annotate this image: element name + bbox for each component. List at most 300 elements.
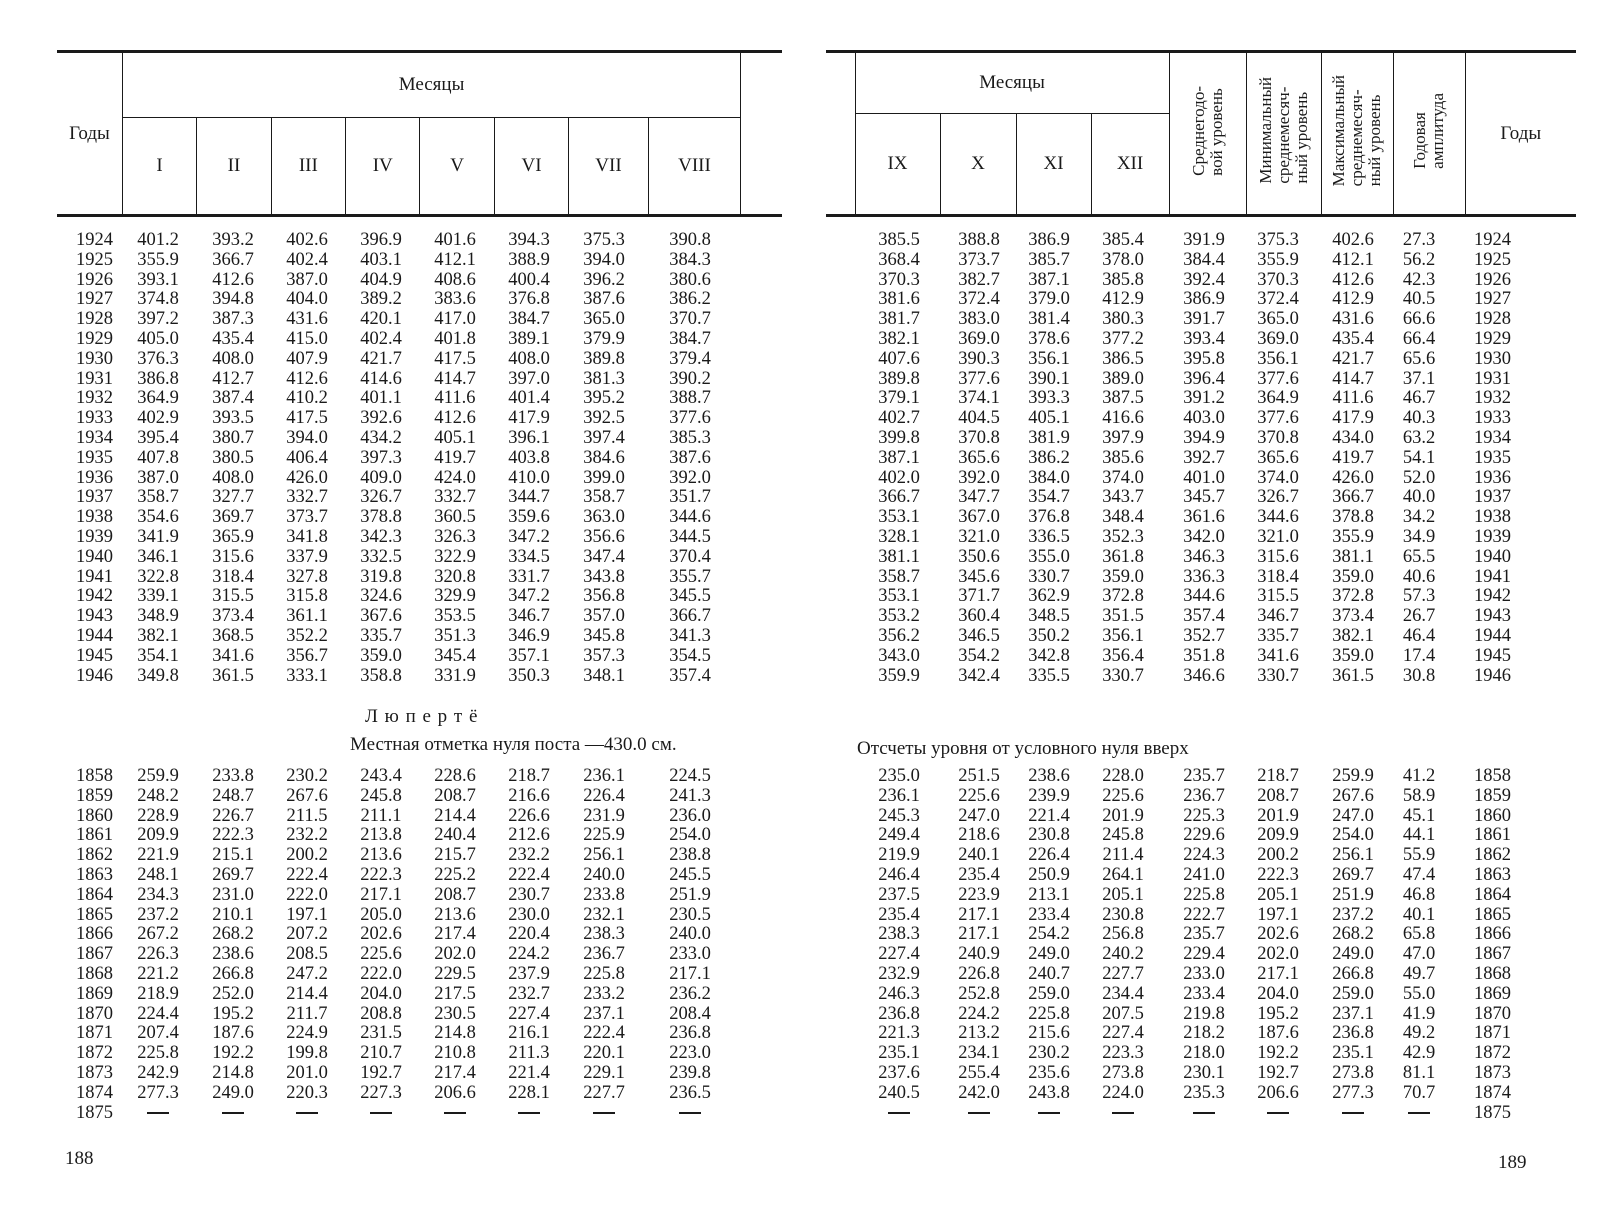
value-cell: 44.1: [1402, 825, 1436, 846]
year-cell: 1935: [76, 447, 113, 468]
value-cell: 345.4: [434, 645, 476, 666]
value-cell: 202.6: [1257, 924, 1299, 945]
value-cell: 357.1: [508, 645, 550, 666]
value-cell: 208.8: [360, 1003, 402, 1024]
table-row: [800, 230, 1600, 250]
value-cell: 390.2: [669, 368, 711, 389]
value-cell: 334.5: [508, 546, 550, 567]
value-cell: 242.0: [958, 1082, 1000, 1103]
value-cell: 343.7: [1102, 487, 1144, 508]
value-cell: 204.0: [1257, 983, 1299, 1004]
value-cell: 374.8: [137, 289, 179, 310]
value-cell: 373.4: [1332, 606, 1374, 627]
table-row: [800, 468, 1600, 488]
month-header-viii: VIII: [648, 118, 741, 216]
table-row: [0, 289, 800, 309]
value-cell: 364.9: [137, 388, 179, 409]
table-row: [0, 230, 800, 250]
value-cell: 431.6: [286, 309, 328, 330]
value-cell: 264.1: [1102, 865, 1144, 885]
value-cell: 361.6: [1183, 507, 1225, 528]
value-cell: 229.4: [1183, 944, 1225, 965]
annual-amplitude-header: Годовая амплитуда: [1410, 92, 1448, 169]
value-cell: 230.5: [669, 904, 711, 925]
value-cell: 212.6: [508, 825, 550, 846]
value-cell: 65.8: [1402, 924, 1436, 945]
table-row: [800, 944, 1600, 964]
value-cell: 247.0: [958, 805, 1000, 826]
value-cell: 65.6: [1402, 348, 1436, 369]
year-cell: 1944: [76, 626, 113, 646]
value-cell: 226.4: [583, 785, 625, 806]
years-column-header-right: Годы: [1465, 52, 1576, 216]
value-cell: 397.9: [1102, 428, 1144, 448]
value-cell: 382.1: [878, 329, 920, 349]
year-cell: 1875: [1474, 1102, 1511, 1123]
value-cell: 386.5: [1102, 348, 1144, 369]
value-cell: 225.6: [1102, 785, 1144, 806]
table-row: [0, 786, 800, 806]
value-cell: 241.3: [669, 785, 711, 806]
value-cell: 233.8: [212, 766, 254, 786]
value-cell: 393.3: [1028, 388, 1070, 409]
value-cell: 393.4: [1183, 329, 1225, 349]
value-cell: 339.1: [137, 586, 179, 607]
value-cell: 346.7: [1257, 606, 1299, 627]
year-cell: 1927: [76, 289, 113, 310]
value-cell: [864, 1103, 934, 1123]
table-row: [800, 487, 1600, 507]
table-row: [800, 865, 1600, 885]
value-cell: 227.4: [508, 1003, 550, 1024]
value-cell: 256.1: [583, 845, 625, 866]
value-cell: 365.6: [1257, 447, 1299, 468]
value-cell: 378.0: [1102, 249, 1144, 270]
month-header-xii: XII: [1091, 114, 1169, 216]
value-cell: 237.1: [583, 1003, 625, 1024]
value-cell: 218.6: [958, 825, 1000, 846]
value-cell: 267.6: [1332, 785, 1374, 806]
value-cell: 385.6: [1102, 447, 1144, 468]
value-cell: [1318, 1103, 1388, 1123]
value-cell: 344.7: [508, 487, 550, 508]
value-cell: 251.9: [1332, 884, 1374, 905]
value-cell: 405.0: [137, 329, 179, 349]
value-cell: 406.4: [286, 447, 328, 468]
value-cell: 318.4: [212, 566, 254, 587]
value-cell: 384.7: [508, 309, 550, 330]
value-cell: 49.2: [1402, 1023, 1436, 1044]
table-row: [0, 1004, 800, 1024]
missing-value-dash: [518, 1112, 540, 1114]
value-cell: 411.6: [1332, 388, 1374, 409]
value-cell: 348.5: [1028, 606, 1070, 627]
year-cell: 1859: [1474, 785, 1511, 806]
value-cell: 387.4: [212, 388, 254, 409]
value-cell: 391.2: [1183, 388, 1225, 409]
table-row: [0, 964, 800, 984]
year-cell: 1869: [1474, 983, 1511, 1004]
value-cell: 374.1: [958, 388, 1000, 409]
value-cell: 235.1: [1332, 1043, 1374, 1064]
value-cell: 378.8: [360, 507, 402, 528]
years-column-header: Годы: [69, 122, 110, 144]
value-cell: 390.1: [1028, 368, 1070, 389]
value-cell: 344.6: [1257, 507, 1299, 528]
year-cell: 1943: [1474, 606, 1511, 627]
value-cell: 374.0: [1102, 467, 1144, 488]
value-cell: 434.2: [360, 428, 402, 448]
value-cell: 388.7: [669, 388, 711, 409]
value-cell: 248.1: [137, 865, 179, 885]
left-table-header: [57, 50, 782, 217]
value-cell: 367.6: [360, 606, 402, 627]
value-cell: 256.1: [1332, 845, 1374, 866]
value-cell: 341.6: [212, 645, 254, 666]
year-cell: 1944: [1474, 626, 1511, 646]
value-cell: 392.0: [669, 467, 711, 488]
value-cell: 419.7: [434, 447, 476, 468]
year-cell: 1945: [1474, 645, 1511, 666]
table-row: [800, 666, 1600, 686]
page-number-left: 188: [65, 1148, 94, 1169]
value-cell: 248.7: [212, 785, 254, 806]
missing-value-dash: [888, 1112, 910, 1114]
value-cell: 397.0: [508, 368, 550, 389]
value-cell: 209.9: [137, 825, 179, 846]
missing-value-dash: [222, 1112, 244, 1114]
value-cell: 248.2: [137, 785, 179, 806]
missing-value-dash: [1112, 1112, 1134, 1114]
table-row: [800, 349, 1600, 369]
year-cell: 1867: [1474, 944, 1511, 965]
value-cell: 238.3: [583, 924, 625, 945]
value-cell: 236.2: [669, 983, 711, 1004]
value-cell: 354.7: [1028, 487, 1070, 508]
value-cell: 241.0: [1183, 865, 1225, 885]
value-cell: 396.2: [583, 269, 625, 290]
value-cell: 392.4: [1183, 269, 1225, 290]
value-cell: 414.7: [434, 368, 476, 389]
value-cell: 247.0: [1332, 805, 1374, 826]
value-cell: 351.5: [1102, 606, 1144, 627]
year-cell: 1870: [1474, 1003, 1511, 1024]
value-cell: 195.2: [212, 1003, 254, 1024]
value-cell: 385.4: [1102, 230, 1144, 250]
value-cell: 401.8: [434, 329, 476, 349]
table-row: [0, 329, 800, 349]
value-cell: 351.3: [434, 626, 476, 646]
missing-value-dash: [1267, 1112, 1289, 1114]
value-cell: 335.7: [1257, 626, 1299, 646]
value-cell: 402.6: [1332, 230, 1374, 250]
value-cell: 238.6: [212, 944, 254, 965]
year-cell: 1936: [1474, 467, 1511, 488]
year-cell: 1929: [76, 329, 113, 349]
value-cell: 213.2: [958, 1023, 1000, 1044]
months-group-header: Месяцы: [122, 52, 740, 118]
value-cell: 411.6: [434, 388, 476, 409]
year-cell: 1938: [76, 507, 113, 528]
value-cell: 222.4: [583, 1023, 625, 1044]
right-page: [800, 0, 1600, 1211]
value-cell: 392.6: [360, 408, 402, 429]
value-cell: 240.4: [434, 825, 476, 846]
reference-level-note: Отсчеты уровня от условного нуля вверх: [857, 738, 1189, 759]
value-cell: 345.6: [958, 566, 1000, 587]
value-cell: 46.7: [1402, 388, 1436, 409]
value-cell: 237.6: [878, 1063, 920, 1083]
table-row: [0, 905, 800, 925]
value-cell: 352.7: [1183, 626, 1225, 646]
value-cell: 221.3: [878, 1023, 920, 1044]
year-cell: 1867: [76, 944, 113, 965]
value-cell: 345.7: [1183, 487, 1225, 508]
value-cell: 229.5: [434, 964, 476, 984]
value-cell: 214.4: [286, 983, 328, 1004]
value-cell: 380.3: [1102, 309, 1144, 330]
value-cell: 386.8: [137, 368, 179, 389]
value-cell: 227.4: [878, 944, 920, 965]
value-cell: 208.5: [286, 944, 328, 965]
value-cell: 200.2: [286, 845, 328, 866]
value-cell: 319.8: [360, 566, 402, 587]
value-cell: 381.7: [878, 309, 920, 330]
value-cell: 370.3: [1257, 269, 1299, 290]
value-cell: 401.1: [360, 388, 402, 409]
zero-mark-note: Местная отметка нуля поста —430.0 см.: [350, 734, 677, 755]
value-cell: 220.1: [583, 1043, 625, 1064]
value-cell: 404.0: [286, 289, 328, 310]
table-row: [800, 250, 1600, 270]
value-cell: 231.0: [212, 884, 254, 905]
value-cell: 232.2: [508, 845, 550, 866]
value-cell: 357.4: [669, 665, 711, 686]
value-cell: 336.3: [1183, 566, 1225, 587]
value-cell: 187.6: [212, 1023, 254, 1044]
month-header-x: X: [940, 114, 1016, 216]
value-cell: 259.9: [137, 766, 179, 786]
value-cell: 374.0: [1257, 467, 1299, 488]
table-row: [800, 527, 1600, 547]
value-cell: 395.2: [583, 388, 625, 409]
value-cell: 211.5: [286, 805, 328, 826]
value-cell: 221.2: [137, 964, 179, 984]
value-cell: 41.2: [1402, 766, 1436, 786]
value-cell: [944, 1103, 1014, 1123]
value-cell: 37.1: [1402, 368, 1436, 389]
table-row: [800, 448, 1600, 468]
value-cell: 396.9: [360, 230, 402, 250]
value-cell: 228.6: [434, 766, 476, 786]
value-cell: 208.7: [1257, 785, 1299, 806]
value-cell: 45.1: [1402, 805, 1436, 826]
year-cell: 1929: [1474, 329, 1511, 349]
month-header-xi: XI: [1016, 114, 1091, 216]
value-cell: 382.7: [958, 269, 1000, 290]
year-cell: 1925: [76, 249, 113, 270]
value-cell: 226.4: [1028, 845, 1070, 866]
value-cell: 236.8: [1332, 1023, 1374, 1044]
year-cell: 1861: [76, 825, 113, 846]
value-cell: 255.4: [958, 1063, 1000, 1083]
value-cell: 236.8: [669, 1023, 711, 1044]
table-row: [0, 845, 800, 865]
table-row: [800, 1083, 1600, 1103]
value-cell: 379.0: [1028, 289, 1070, 310]
value-cell: 379.4: [669, 348, 711, 369]
value-cell: 238.6: [1028, 766, 1070, 786]
value-cell: 213.6: [360, 845, 402, 866]
table-row: [0, 1043, 800, 1063]
value-cell: 358.7: [137, 487, 179, 508]
value-cell: 240.5: [878, 1082, 920, 1103]
value-cell: 347.7: [958, 487, 1000, 508]
value-cell: 401.2: [137, 230, 179, 250]
value-cell: 387.0: [286, 269, 328, 290]
table-row: [0, 766, 800, 786]
table-row: [0, 666, 800, 686]
value-cell: 359.0: [360, 645, 402, 666]
value-cell: 335.5: [1028, 665, 1070, 686]
value-cell: 366.7: [1332, 487, 1374, 508]
value-cell: 42.9: [1402, 1043, 1436, 1064]
value-cell: 359.0: [1332, 566, 1374, 587]
value-cell: 383.6: [434, 289, 476, 310]
value-cell: 387.1: [1028, 269, 1070, 290]
table-row: [0, 944, 800, 964]
value-cell: 365.6: [958, 447, 1000, 468]
value-cell: 353.5: [434, 606, 476, 627]
value-cell: 226.6: [508, 805, 550, 826]
value-cell: 405.1: [434, 428, 476, 448]
value-cell: 341.8: [286, 527, 328, 547]
value-cell: 233.2: [583, 983, 625, 1004]
value-cell: 335.7: [360, 626, 402, 646]
missing-value-dash: [296, 1112, 318, 1114]
value-cell: 217.5: [434, 983, 476, 1004]
table-row: [0, 646, 800, 666]
value-cell: 408.0: [212, 348, 254, 369]
value-cell: 357.3: [583, 645, 625, 666]
value-cell: 358.7: [583, 487, 625, 508]
value-cell: 210.1: [212, 904, 254, 925]
year-cell: 1868: [76, 964, 113, 984]
value-cell: 230.7: [508, 884, 550, 905]
value-cell: 360.4: [958, 606, 1000, 627]
value-cell: 378.8: [1332, 507, 1374, 528]
value-cell: 211.7: [286, 1003, 328, 1024]
value-cell: 222.7: [1183, 904, 1225, 925]
value-cell: 224.2: [508, 944, 550, 965]
value-cell: 381.1: [878, 546, 920, 567]
table-row: [0, 586, 800, 606]
value-cell: 372.8: [1102, 586, 1144, 607]
station-title: Л ю п е р т ё: [365, 706, 479, 727]
value-cell: 383.0: [958, 309, 1000, 330]
value-cell: 245.5: [669, 865, 711, 885]
year-cell: 1942: [1474, 586, 1511, 607]
value-cell: 236.8: [878, 1003, 920, 1024]
value-cell: 344.6: [669, 507, 711, 528]
value-cell: 220.4: [508, 924, 550, 945]
value-cell: 235.4: [878, 904, 920, 925]
year-cell: 1871: [1474, 1023, 1511, 1044]
month-header-v: V: [420, 118, 494, 216]
value-cell: 324.6: [360, 586, 402, 607]
value-cell: [493, 1103, 565, 1123]
value-cell: 225.8: [137, 1043, 179, 1064]
min-monthly-level-header: Минимальный среднемесяч- ный уровень: [1255, 77, 1311, 184]
value-cell: 350.3: [508, 665, 550, 686]
value-cell: 218.7: [508, 766, 550, 786]
value-cell: 355.9: [137, 249, 179, 270]
value-cell: 237.1: [1332, 1003, 1374, 1024]
value-cell: 402.6: [286, 230, 328, 250]
missing-value-dash: [1193, 1112, 1215, 1114]
table-row: [0, 606, 800, 626]
value-cell: 431.6: [1332, 309, 1374, 330]
value-cell: 234.4: [1102, 983, 1144, 1004]
table-row: [800, 984, 1600, 1004]
value-cell: 233.0: [669, 944, 711, 965]
table-row: [0, 885, 800, 905]
value-cell: 208.4: [669, 1003, 711, 1024]
value-cell: 382.1: [1332, 626, 1374, 646]
value-cell: 393.2: [212, 230, 254, 250]
value-cell: 348.1: [583, 665, 625, 686]
value-cell: 394.0: [286, 428, 328, 448]
value-cell: 332.5: [360, 546, 402, 567]
value-cell: 192.2: [212, 1043, 254, 1064]
value-cell: 217.1: [958, 924, 1000, 945]
value-cell: 386.9: [1183, 289, 1225, 310]
value-cell: 357.4: [1183, 606, 1225, 627]
missing-value-dash: [1342, 1112, 1364, 1114]
year-cell: 1865: [1474, 904, 1511, 925]
value-cell: 402.4: [286, 249, 328, 270]
value-cell: 243.8: [1028, 1082, 1070, 1103]
value-cell: 404.9: [360, 269, 402, 290]
value-cell: 277.3: [1332, 1082, 1374, 1103]
value-cell: 351.8: [1183, 645, 1225, 666]
value-cell: 236.0: [669, 805, 711, 826]
value-cell: 342.4: [958, 665, 1000, 686]
value-cell: 353.2: [878, 606, 920, 627]
value-cell: 211.1: [360, 805, 402, 826]
value-cell: 233.8: [583, 884, 625, 905]
value-cell: 332.7: [286, 487, 328, 508]
value-cell: 266.8: [1332, 964, 1374, 984]
value-cell: 407.6: [878, 348, 920, 369]
value-cell: 332.7: [434, 487, 476, 508]
year-cell: 1862: [76, 845, 113, 866]
value-cell: 355.9: [1257, 249, 1299, 270]
value-cell: 381.3: [583, 368, 625, 389]
value-cell: 246.3: [878, 983, 920, 1004]
value-cell: 373.7: [286, 507, 328, 528]
value-cell: 225.6: [958, 785, 1000, 806]
year-cell: 1941: [76, 566, 113, 587]
value-cell: 391.9: [1183, 230, 1225, 250]
value-cell: 358.7: [878, 566, 920, 587]
value-cell: 222.3: [1257, 865, 1299, 885]
year-cell: 1934: [76, 428, 113, 448]
value-cell: 227.3: [360, 1082, 402, 1103]
value-cell: 215.6: [1028, 1023, 1070, 1044]
value-cell: 364.9: [1257, 388, 1299, 409]
value-cell: 350.2: [1028, 626, 1070, 646]
